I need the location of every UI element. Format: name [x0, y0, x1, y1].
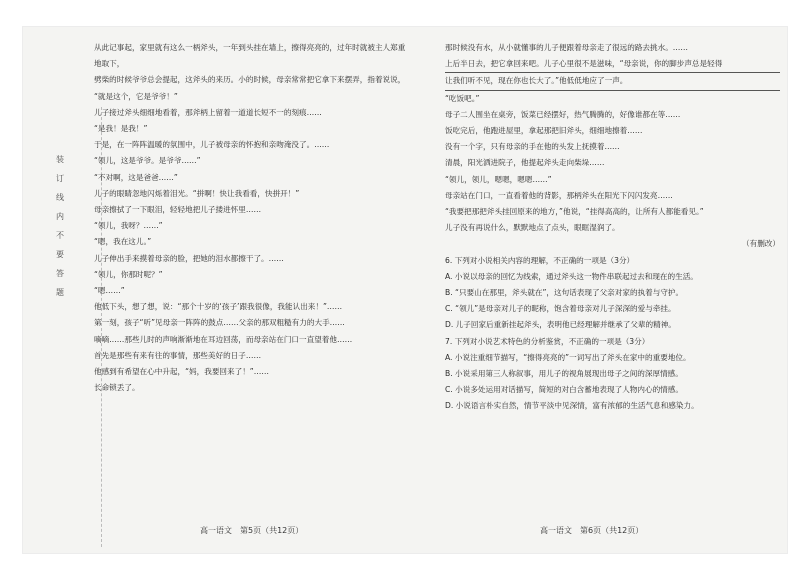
paragraph: 母亲擦拭了一下眼泪，轻轻地把儿子搂进怀里…… [94, 205, 262, 215]
paragraph: 劈柴的时候爷爷总会提起，这斧头的来历。小的时候，母亲常常把它拿下来摆弄，指着说说， [94, 75, 406, 85]
paragraph: “领儿，领儿，嗯嗯，嗯嗯……” [445, 174, 552, 184]
page-footer-right: 高一语文 第6页（共12页） [540, 526, 644, 535]
question-7-stem: 7. 下列对小说艺术特色的分析鉴赏，不正确的一项是（3分） [445, 336, 650, 346]
option: B. 小说采用第三人称叙事，用儿子的视角展现出母子之间的深厚情感。 [445, 369, 683, 379]
seal-notice: 装 订 线 内 不 要 答 题 [56, 155, 64, 297]
paragraph: 于是，在一阵阵温暖的氛围中，儿子被母亲的怀抱和亲吻淹没了。…… [94, 140, 330, 150]
source-note: （有删改） [742, 239, 780, 249]
paragraph: “嗯……” [94, 286, 125, 296]
paragraph: 儿子伸出手来摸着母亲的脸，把她的泪水都擦干了。…… [94, 253, 284, 263]
paragraph: “我要把那把斧头挂回原来的地方，”他说，“挂得高高的，让所有人都能看见。” [445, 207, 704, 217]
paragraph: “领儿，这是爷爷。是爷爷……” [94, 156, 201, 166]
paragraph: “吃饭吧。” [445, 93, 480, 103]
paragraph: 儿子接过斧头细细地看着，那斧柄上留着一道道长短不一的刻痕…… [94, 107, 322, 117]
option: D. 儿子回家后重新挂起斧头，表明他已经理解并继承了父辈的精神。 [445, 320, 676, 330]
paragraph: 清晨，阳光洒进院子，他提起斧头走向柴垛…… [445, 158, 605, 168]
paragraph: 他低下头，想了想，说：“那个十岁的‘孩子’跟我很像，我能认出来！”…… [94, 302, 343, 312]
paragraph: “不对啊，这是爸爸……” [94, 172, 178, 182]
paragraph: 第一刻，孩子“听”见母亲一阵阵的鼓点……父亲的那双粗糙有力的大手…… [94, 318, 345, 328]
paragraph: 儿子的眼睛忽地闪烁着泪光。“拼啊！快让我看看，快拼开！” [94, 188, 300, 198]
question-6-stem: 6. 下列对小说相关内容的理解，不正确的一项是（3分） [445, 255, 635, 265]
paragraph: “是我！是我！” [94, 124, 148, 134]
paragraph: 嘀嘀……那些儿时的声响渐渐地在耳边回荡，而母亲站在门口一直望着他…… [94, 334, 353, 344]
paragraph: “嗯，我在这儿。” [94, 237, 152, 247]
paragraph: 上后半日去，把它拿回来吧。儿子心里很不是滋味，“母亲说，你的脚步声总是轻得 [445, 56, 780, 73]
option: A. 小说注重细节描写，“擦得亮亮的”一词写出了斧头在家中的重要地位。 [445, 352, 691, 362]
paragraph: 让我们听不见，现在你也长大了。”他低低地应了一声。 [445, 73, 780, 90]
paragraph: 饭吃完后，他跑进屋里，拿起那把旧斧头，细细地擦着…… [445, 126, 643, 136]
option: C. “领儿”是母亲对儿子的昵称，饱含着母亲对儿子深深的爱与牵挂。 [445, 304, 676, 314]
paragraph: 长命锁丢了。 [94, 383, 140, 393]
option: B. “只要山在那里，斧头就在”，这句话表现了父亲对家的执着与守护。 [445, 288, 684, 298]
paragraph: 他感到有希望在心中升起，“妈，我要回来了！”…… [94, 367, 269, 377]
paragraph: “领儿，你那时呢？” [94, 269, 163, 279]
page-footer-left: 高一语文 第5页（共12页） [200, 526, 304, 535]
paragraph: 儿子没有再说什么，默默地点了点头，眼眶湿润了。 [445, 223, 620, 233]
paragraph: 没有一个字，只有母亲的手在他的头发上抚摸着…… [445, 142, 620, 152]
option: D. 小说语言朴实自然，情节平淡中见深情，富有浓郁的生活气息和感染力。 [445, 401, 699, 411]
option: C. 小说多处运用对话描写，简短的对白含蓄地表现了人物内心的情感。 [445, 385, 683, 395]
paragraph: 那时候没有水，从小就懂事的儿子便跟着母亲走了很远的路去挑水。…… [445, 43, 688, 52]
paragraph: “领儿，我呀？……” [94, 221, 163, 231]
paragraph: “就是这个，它是爷爷！” [94, 91, 178, 101]
page-5-text [94, 40, 406, 396]
paragraph: 从此记事起，家里就有这么一柄斧头，一年到头挂在墙上，擦得亮亮的，过年时就被主人郑重地取下， [94, 43, 406, 69]
paragraph: 母子二人围坐在桌旁，饭菜已经摆好，热气腾腾的，好像谁都在等…… [445, 109, 681, 119]
paragraph: 母亲站在门口，一直看着他的背影，那柄斧头在阳光下闪闪发亮…… [445, 190, 673, 200]
option: A. 小说以母亲的回忆为线索，通过斧头这一物件串联起过去和现在的生活。 [445, 271, 698, 281]
paragraph: 首先是那些有来有往的事情，那些美好的日子…… [94, 350, 262, 360]
page-6-text [445, 40, 780, 415]
